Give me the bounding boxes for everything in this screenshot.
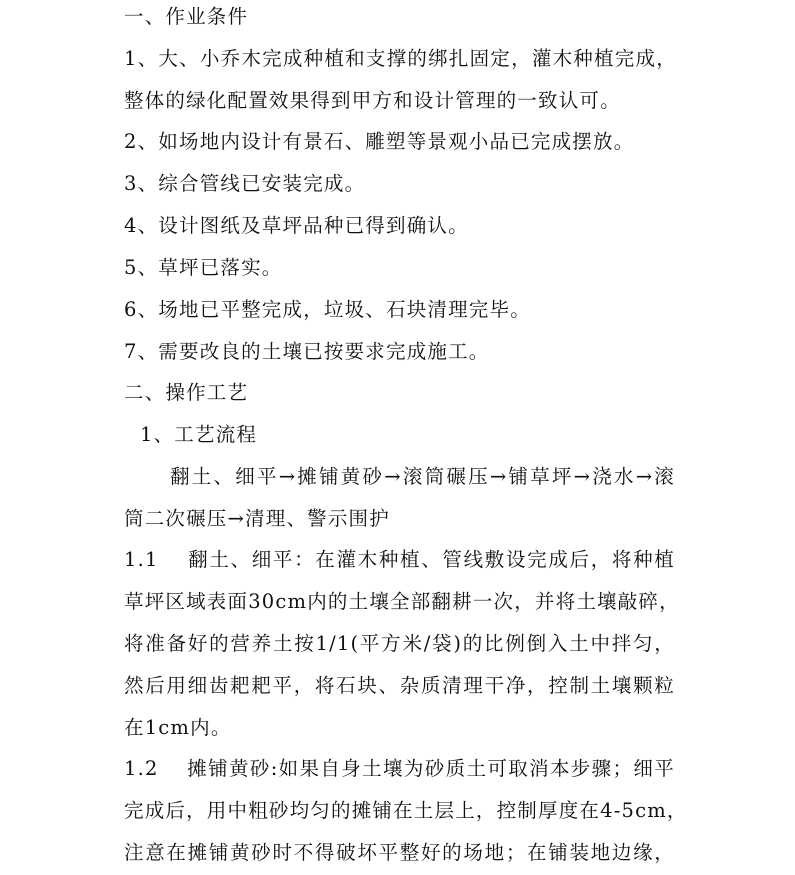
condition-item-1: 1、大、小乔木完成种植和支撑的绑扎固定，灌木种植完成， [124,47,677,70]
section-heading-work-conditions: 一、作业条件 [124,5,249,28]
subsection-heading-process-flow: 1、工艺流程 [140,423,258,446]
condition-item-2: 2、如场地内设计有景石、雕塑等景观小品已完成摆放。 [124,130,635,153]
process-flow-text: 翻土、细平→摊铺黄砂→滚筒碾压→铺草坪→浇水→滚 [170,465,675,488]
process-flow-text-continued: 筒二次碾压→清理、警示围护 [124,507,390,530]
condition-item-1-continued: 整体的绿化配置效果得到甲方和设计管理的一致认可。 [124,89,621,112]
condition-item-4: 4、设计图纸及草坪品种已得到确认。 [124,214,469,237]
step-1-1-paragraph: 1.1 翻土、细平：在灌木种植、管线敷设完成后，将种植 [124,548,675,571]
step-1-2-paragraph-line-3: 注意在摊铺黄砂时不得破坏平整好的场地；在铺装地边缘， [124,841,675,864]
condition-item-6: 6、场地已平整完成，垃圾、石块清理完毕。 [124,298,531,321]
section-heading-operation-process: 二、操作工艺 [124,381,249,404]
step-1-2-paragraph: 1.2 摊铺黄砂:如果自身土壤为砂质土可取消本步骤；细平 [124,757,675,780]
step-1-1-paragraph-line-3: 将准备好的营养土按1/1(平方米/袋)的比例倒入土中拌匀， [124,632,675,655]
step-1-1-paragraph-line-4: 然后用细齿耙耙平，将石块、杂质清理干净，控制土壤颗粒 [124,674,675,697]
condition-item-5: 5、草坪已落实。 [124,256,283,279]
step-1-2-paragraph-line-2: 完成后，用中粗砂均匀的摊铺在土层上，控制厚度在4-5cm， [124,799,688,822]
step-1-1-paragraph-line-2: 草坪区域表面30cm内的土壤全部翻耕一次，并将土壤敲碎， [124,590,680,613]
step-1-1-paragraph-line-5: 在1cm内。 [124,716,232,739]
condition-item-3: 3、综合管线已安装完成。 [124,172,366,195]
condition-item-7: 7、需要改良的土壤已按要求完成施工。 [124,340,490,363]
